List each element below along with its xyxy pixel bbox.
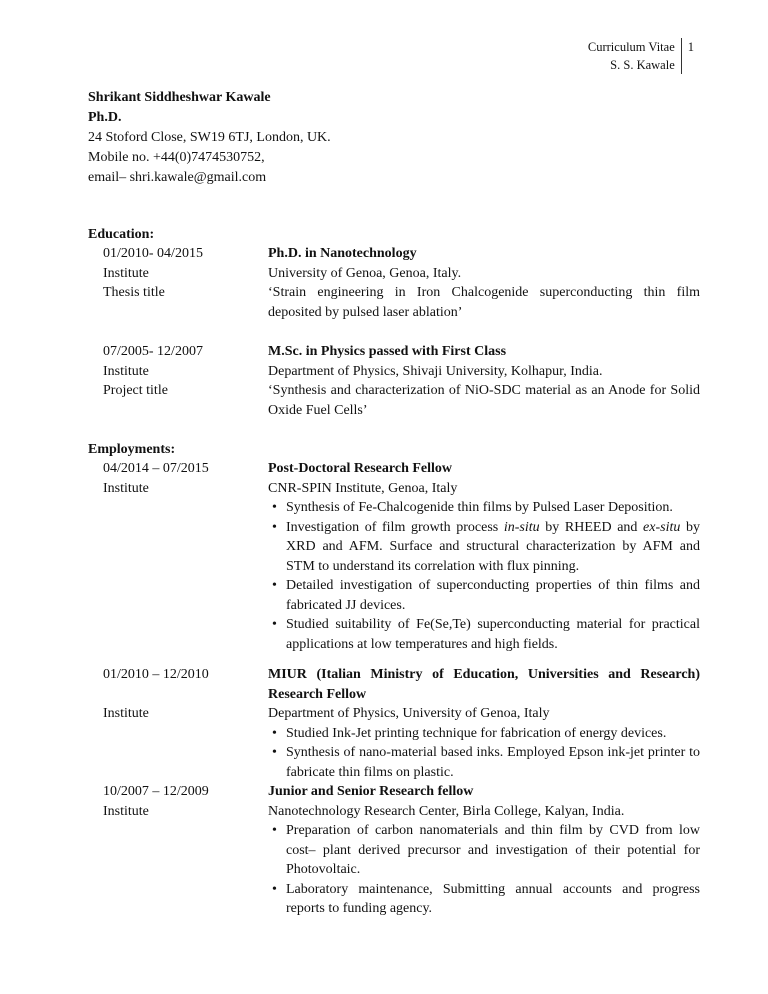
edu-label: Project title [103, 383, 168, 398]
edu-degree: Ph.D. in Nanotechnology [268, 246, 417, 261]
list-item: • Studied suitability of Fe(Se,Te) superconducting material for practical applications at low temperatures and high fields. [268, 615, 700, 654]
education-labels [103, 342, 203, 401]
mobile: Mobile no. +44(0)7474530752, [88, 150, 265, 165]
edu-label: Institute [103, 265, 149, 281]
edu-degree: M.Sc. in Physics passed with First Class [268, 344, 507, 359]
edu-label: Thesis title [103, 285, 165, 300]
job-institute: Nanotechnology Research Center, Birla College, Kalyan, India. [268, 803, 625, 819]
job-title: MIUR (Italian Ministry of Education, Universities and Research) [268, 667, 700, 682]
edu-label: Institute [103, 363, 149, 379]
education-entry [268, 342, 700, 420]
job-dates: 04/2014 – 07/2015 [103, 461, 209, 476]
edu-thesis: ‘Strain engineering in Iron Chalcogenide superconducting thin film deposited by pulsed laser ablation’ [268, 285, 700, 320]
header-title: Curriculum Vitae [587, 40, 675, 54]
job-labels [103, 782, 209, 821]
job-bullets [268, 498, 700, 654]
job-institute: Department of Physics, University of Genoa, Italy [268, 706, 550, 721]
job-label: Institute [103, 480, 149, 496]
edu-institute: University of Genoa, Genoa, Italy. [268, 265, 462, 281]
job-entry [268, 459, 700, 654]
bullet-italic: ex-situ [643, 519, 681, 535]
job-title-line2: Research Fellow [268, 686, 367, 702]
education-heading: Education: [88, 227, 155, 242]
job-institute: CNR-SPIN Institute, Genoa, Italy [268, 480, 458, 496]
job-labels [103, 459, 209, 498]
edu-dates: 01/2010- 04/2015 [103, 246, 203, 261]
list-item [268, 518, 700, 577]
job-dates: 10/2007 – 12/2009 [103, 784, 209, 799]
person-degree: Ph.D. [88, 110, 122, 125]
bullet-text: Investigation of film growth process [286, 519, 504, 535]
job-title: Junior and Senior Research fellow [268, 784, 474, 799]
job-dates-block [103, 665, 209, 685]
list-item: • Studied Ink-Jet printing technique for fabrication of energy devices. [268, 724, 700, 744]
bullet-text: by XRD and AFM. Surface and structural characterization by AFM and STM to understand its correlation with flux pinning. [286, 519, 700, 574]
bullet-italic: in-situ [503, 519, 540, 535]
header-author: S. S. Kawale [610, 58, 675, 72]
job-entry [268, 665, 700, 919]
page-header [588, 38, 694, 74]
list-item: • Preparation of carbon nanomaterials and thin film by CVD from low cost– plant derived precursor and investigation of their potential for Photovoltaic. [268, 821, 700, 880]
edu-dates: 07/2005- 12/2007 [103, 344, 203, 359]
job-bullets [268, 821, 700, 919]
list-item: • Synthesis of nano-material based inks. Employed Epson ink-jet printer to fabricate thin films on plastic. [268, 743, 700, 782]
list-item: • Synthesis of Fe-Chalcogenide thin films by Pulsed Laser Deposition. [268, 498, 700, 518]
job-title: Post-Doctoral Research Fellow [268, 461, 453, 476]
employment-heading: Employments: [88, 442, 176, 457]
header-title-block [588, 38, 682, 74]
email: email– shri.kawale@gmail.com [88, 170, 267, 185]
person-name: Shrikant Siddheshwar Kawale [88, 90, 271, 105]
contact-block [88, 88, 331, 188]
address: 24 Stoford Close, SW19 6TJ, London, UK. [88, 130, 331, 145]
job-bullets [268, 724, 700, 783]
education-labels [103, 244, 203, 303]
education-entry [268, 244, 700, 322]
edu-institute: Department of Physics, Shivaji University, Kolhapur, India. [268, 363, 603, 379]
job-label-block [103, 704, 149, 724]
job-dates: 01/2010 – 12/2010 [103, 667, 209, 682]
edu-thesis: ‘Synthesis and characterization of NiO-SDC material as an Anode for Solid Oxide Fuel Cells’ [268, 383, 700, 418]
list-item: • Laboratory maintenance, Submitting annual accounts and progress reports to funding agency. [268, 880, 700, 919]
list-item: • Detailed investigation of superconducting properties of thin films and fabricated JJ devices. [268, 576, 700, 615]
page-number: 1 [687, 40, 694, 54]
bullet-text: by RHEED and [539, 519, 644, 535]
job-label: Institute [103, 803, 149, 819]
job-label: Institute [103, 706, 149, 721]
